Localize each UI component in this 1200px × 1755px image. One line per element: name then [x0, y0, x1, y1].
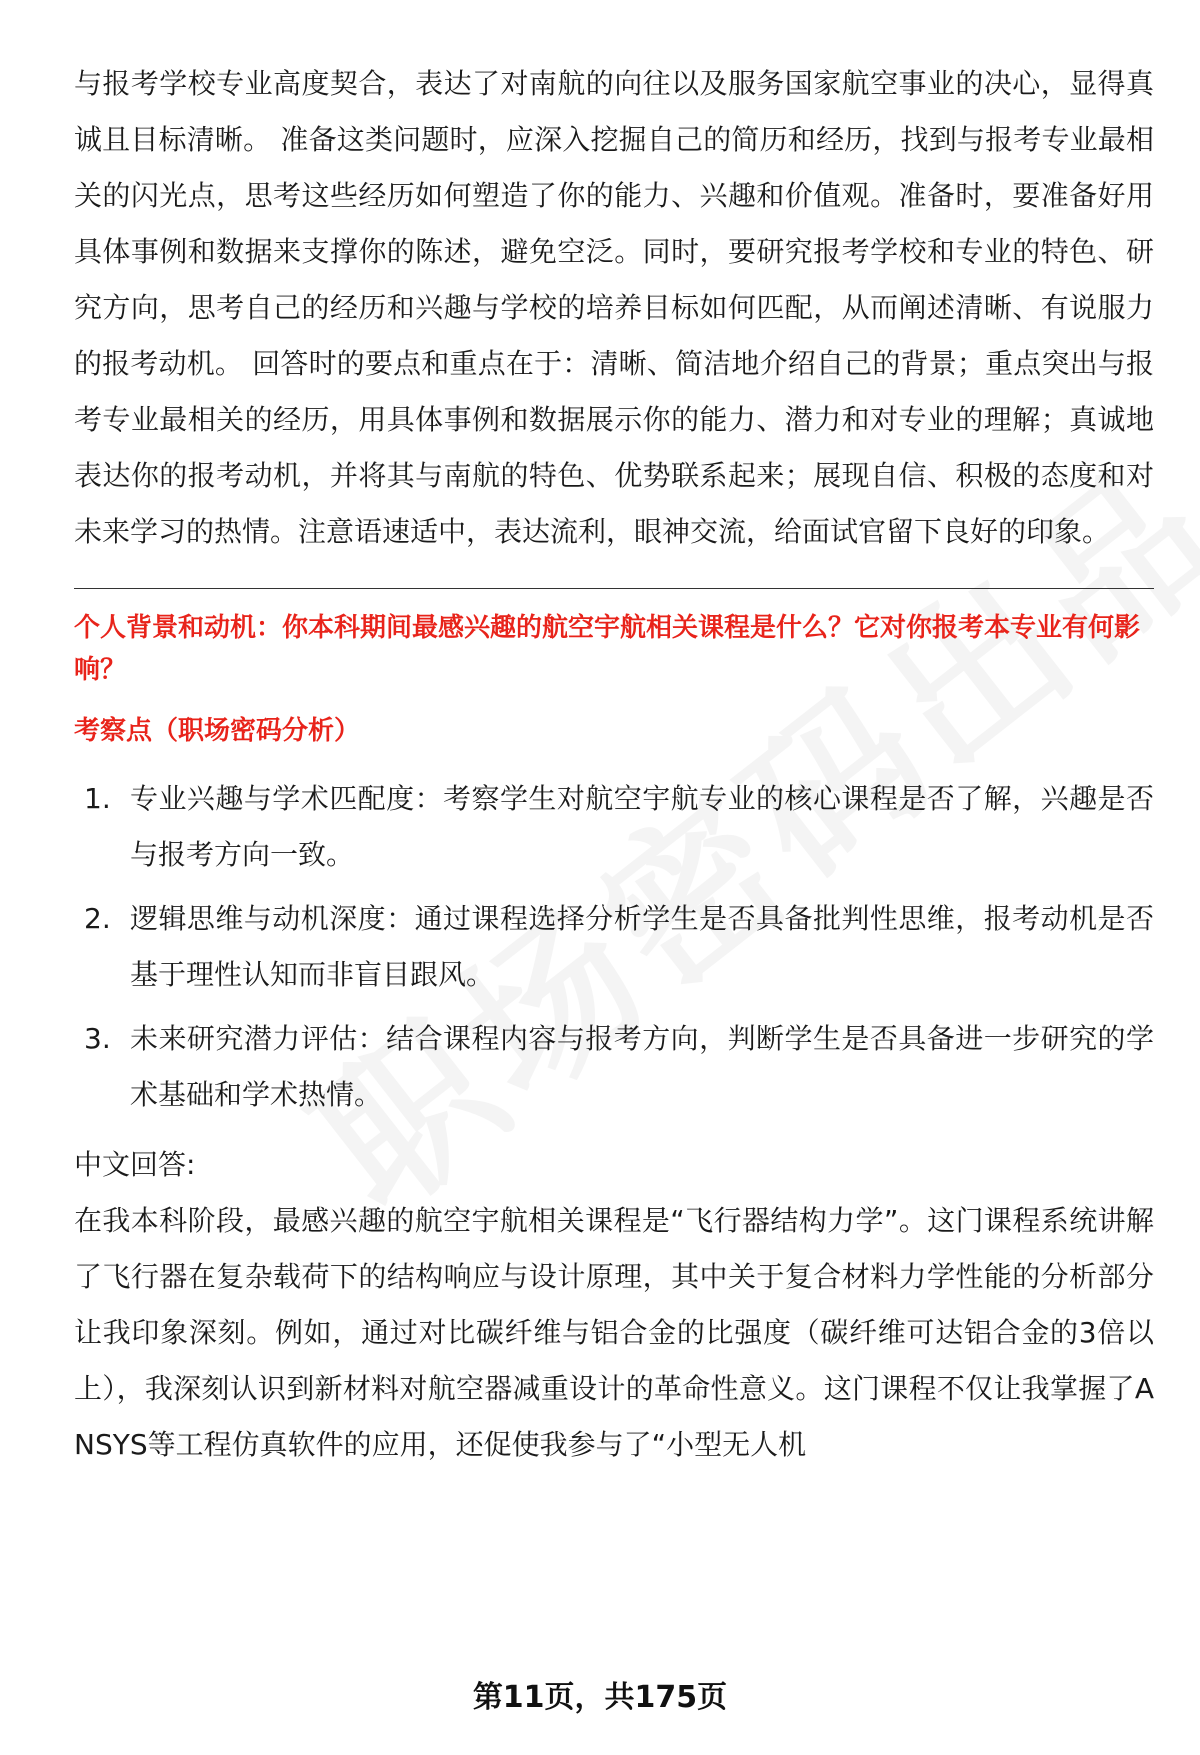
section-divider [74, 588, 1154, 589]
list-item [74, 891, 1154, 1003]
page-number-footer: 第11页，共175页 [472, 1680, 728, 1715]
list-item-number: 3. [84, 1022, 111, 1055]
answer-label: 中文回答: [74, 1148, 196, 1181]
list-item-number: 1. [84, 782, 111, 815]
list-item-text: 专业兴趣与学术匹配度：考察学生对航空宇航专业的核心课程是否了解，兴趣是否与报考方向一致。 [130, 782, 1154, 871]
assessment-heading: 考察点（职场密码分析） [74, 716, 361, 746]
answer-paragraph: 在我本科阶段，最感兴趣的航空宇航相关课程是“飞行器结构力学”。这门课程系统讲解了飞行器在复杂载荷下的结构响应与设计原理，其中关于复合材料力学性能的分析部分让我印象深刻。例如，通过对比碳纤维与铝合金的比强度（碳纤维可达铝合金的3倍以上），我深刻认识到新材料对航空器减重设计的革命性意义。这门课程不仅让我掌握了ANSYS等工程仿真软件的应用，还促使我参与了“小型无人机 [74, 1204, 1154, 1461]
list-item [74, 771, 1154, 883]
intro-paragraph: 与报考学校专业高度契合，表达了对南航的向往以及服务国家航空事业的决心，显得真诚且目标清晰。 准备这类问题时，应深入挖掘自己的简历和经历，找到与报考专业最相关的闪光点，思考这些经历如何塑造了你的能力、兴趣和价值观。准备时，要准备好用具体事例和数据来支撑你的陈述，避免空泛。同时，要研究报考学校和专业的特色、研究方向，思考自己的经历和兴趣与学校的培养目标如何匹配，从而阐述清晰、有说服力的报考动机。 回答时的要点和重点在于：清晰、简洁地介绍自己的背景；重点突出与报考专业最相关的经历，用具体事例和数据展示你的能力、潜力和对专业的理解；真诚地表达你的报考动机，并将其与南航的特色、优势联系起来；展现自信、积极的态度和对未来学习的热情。注意语速适中，表达流利，眼神交流，给面试官留下良好的印象。 [74, 67, 1154, 548]
assessment-list [74, 771, 1154, 1123]
list-item-number: 2. [84, 902, 111, 935]
list-item [74, 1011, 1154, 1123]
list-item-text: 未来研究潜力评估：结合课程内容与报考方向，判断学生是否具备进一步研究的学术基础和学术热情。 [130, 1022, 1154, 1111]
document-body [74, 56, 1154, 1473]
question-heading: 个人背景和动机：你本科期间最感兴趣的航空宇航相关课程是什么？它对你报考本专业有何影响？ [74, 613, 1141, 685]
list-item-text: 逻辑思维与动机深度：通过课程选择分析学生是否具备批判性思维，报考动机是否基于理性认知而非盲目跟风。 [130, 902, 1154, 991]
